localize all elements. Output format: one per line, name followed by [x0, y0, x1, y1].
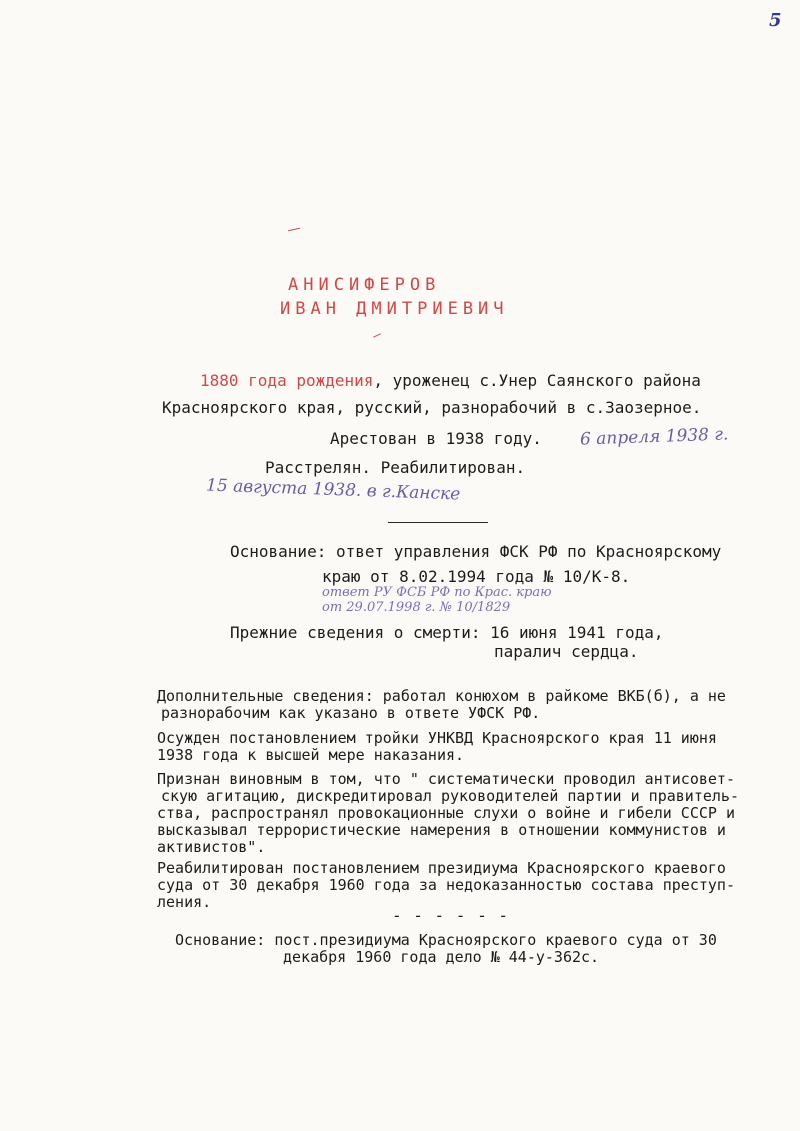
- additional-p4-line-1: Реабилитирован постановлением президиума Красноярского краевого: [157, 859, 726, 877]
- previous-death-line-1: Прежние сведения о смерти: 16 июня 1941 года,: [230, 623, 664, 642]
- surname-heading: АНИСИФЕРОВ: [288, 275, 441, 295]
- additional-p4-line-3: ления.: [157, 893, 212, 911]
- additional-p3-line-4: высказывал террористические намерения в отношении коммунистов и: [157, 821, 726, 839]
- additional-p3-line-5: активистов".: [157, 838, 266, 856]
- birth-year: 1880 года рождения: [200, 371, 374, 390]
- dash-separator: - - - - - -: [392, 906, 509, 925]
- given-names-heading: ИВАН ДМИТРИЕВИЧ: [280, 299, 509, 319]
- additional-p1-line-1: Дополнительные сведения: работал конюхом в райкоме ВКБ(б), а не: [157, 687, 726, 705]
- basis-1-line-2: краю от 8.02.1994 года № 10/К-8.: [322, 567, 631, 586]
- page-number: 5: [769, 10, 782, 31]
- arrest-text: Арестован в 1938 году.: [330, 429, 542, 448]
- additional-p4-line-2: суда от 30 декабря 1960 года за недоказанностью состава преступ-: [157, 876, 735, 894]
- birthplace: , уроженец с.Унер Саянского района: [373, 371, 701, 390]
- divider-line: [388, 522, 488, 523]
- arrest-date-handwritten: 6 апреля 1938 г.: [579, 424, 729, 450]
- additional-p3-line-3: ства, распространял провокационные слухи о войне и гибели СССР и: [157, 804, 735, 822]
- basis-1-handwritten-line-2: от 29.07.1998 г. № 10/1829: [322, 600, 511, 615]
- basis-1-line-1: Основание: ответ управления ФСК РФ по Красноярскому: [230, 542, 722, 561]
- execution-text: Расстрелян. Реабилитирован.: [265, 458, 526, 477]
- basis-1-handwritten-line-1: ответ РУ ФСБ РФ по Крас. краю: [322, 585, 552, 600]
- previous-death-line-2: паралич сердца.: [494, 642, 639, 661]
- additional-p3-line-1: Признан виновным в том, что " систематически проводил антисовет-: [157, 770, 735, 788]
- additional-p2-line-2: 1938 года к высшей мере наказания.: [157, 746, 465, 764]
- additional-p1-line-2: разнорабочим как указано в ответе УФСК РФ.: [161, 704, 541, 722]
- red-mark: [288, 228, 300, 231]
- bio-line-2: Красноярского края, русский, разнорабочий в с.Заозерное.: [162, 398, 702, 417]
- basis-2-line-2: декабря 1960 года дело № 44-у-362с.: [283, 948, 600, 966]
- basis-2-line-1: Основание: пост.президиума Красноярского краевого суда от 30: [175, 931, 717, 949]
- additional-p2-line-1: Осужден постановлением тройки УНКВД Красноярского края 11 июня: [157, 729, 717, 747]
- red-mark: [373, 333, 381, 337]
- additional-p3-line-2: скую агитацию, дискредитировал руководителей партии и правитель-: [161, 787, 739, 805]
- bio-line-1: [200, 373, 701, 389]
- execution-date-handwritten: 15 августа 1938. в г.Канске: [205, 475, 461, 505]
